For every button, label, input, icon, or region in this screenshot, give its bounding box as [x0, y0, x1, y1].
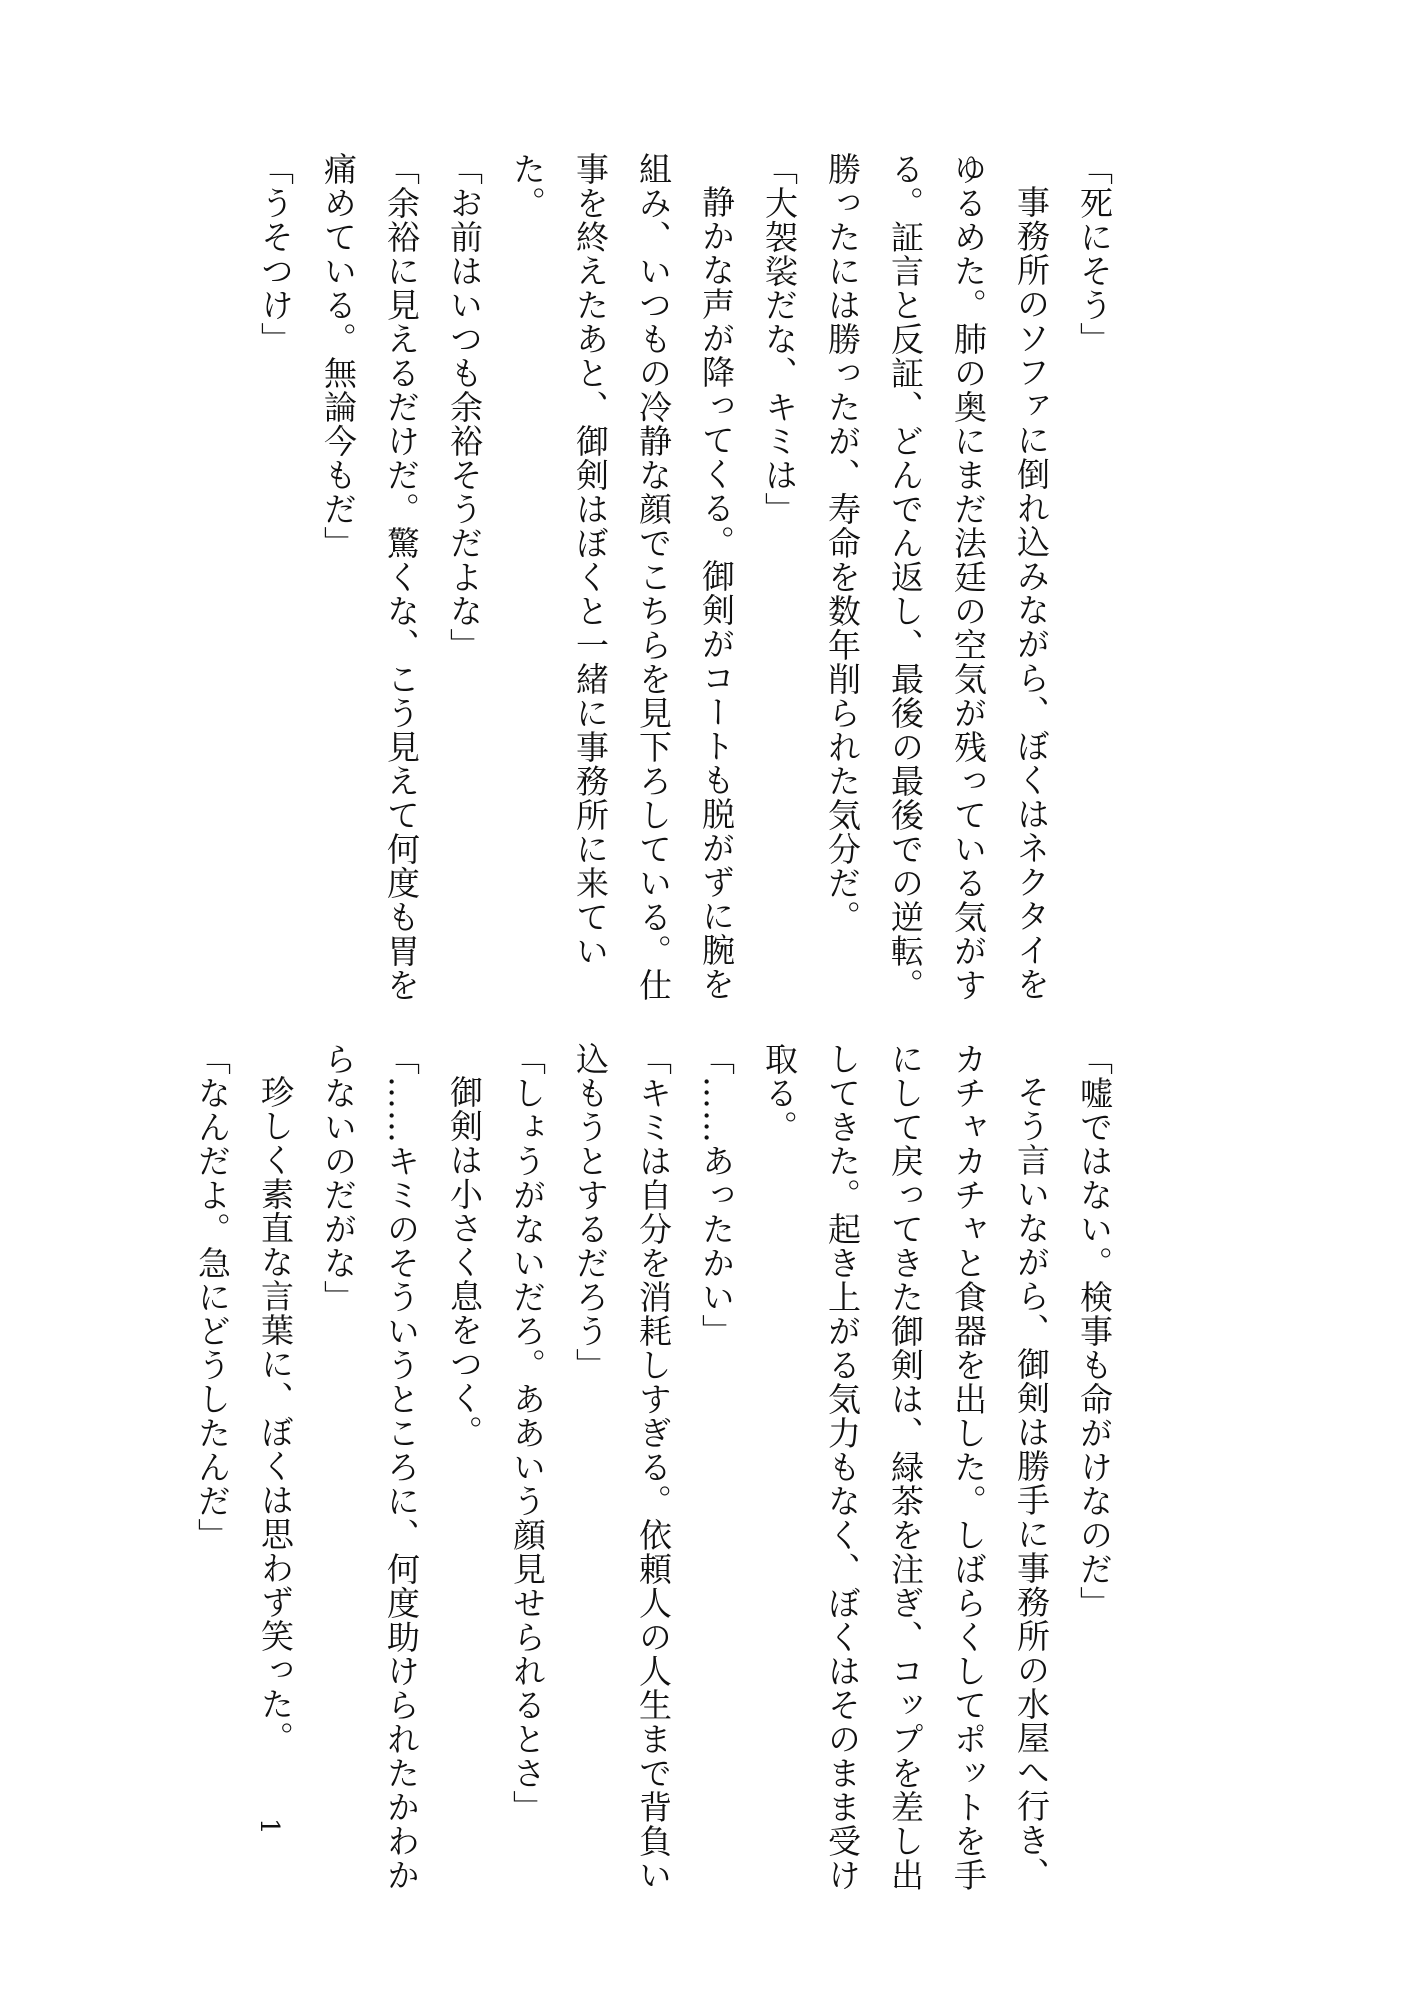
- paragraph: 事務所のソファに倒れ込みながら、ぼくはネクタイをゆるめた。肺の奥にまだ法廷の空気が残っている気がする。証言と反証、どんでん返し、最後の最後での逆転。勝ったには勝ったが、寿命を数年削られた気分だ。: [823, 152, 1051, 1002]
- text-block-top: [186, 152, 1126, 1002]
- paragraph: そう言いながら、御剣は勝手に事務所の水屋へ行き、カチャカチャと食器を出した。しばらくしてポットを手にして戻ってきた御剣は、緑茶を注ぎ、コップを差し出してきた。起き上がる気力もなく、ぼくはそのまま受け取る。: [760, 1042, 1051, 1892]
- page-number: 1: [254, 1818, 284, 1835]
- paragraph: 「死にそう」: [1075, 152, 1114, 356]
- paragraph: 珍しく素直な言葉に、ぼくは思わず笑った。: [256, 1075, 295, 1755]
- paragraph: 「しょうがないだろ。ああいう顔見せられるとさ」: [508, 1042, 547, 1824]
- paragraph: 「お前はいつも余裕そうだよな」: [445, 152, 484, 662]
- text-block-bottom: [186, 1042, 1126, 1892]
- paragraph: 「キミは自分を消耗しすぎる。依頼人の人生まで背負い込もうとするだろう」: [571, 1042, 673, 1892]
- paragraph: 「……キミのそういうところに、何度助けられたかわからないのだがな」: [319, 1042, 421, 1892]
- paragraph: 「うそつけ」: [256, 152, 295, 356]
- paragraph: 「……あったかい」: [697, 1042, 736, 1348]
- paragraph: 「大袈裟だな、キミは」: [760, 152, 799, 526]
- paragraph: 「なんだよ。急にどうしたんだ」: [193, 1042, 232, 1552]
- paragraph: 「余裕に見えるだけだ。驚くな、こう見えて何度も胃を痛めている。無論今もだ」: [319, 152, 421, 1002]
- paragraph: 「嘘ではない。検事も命がけなのだ」: [1075, 1042, 1114, 1620]
- paragraph: 静かな声が降ってくる。御剣がコートも脱がずに腕を組み、いつもの冷静な顔でこちらを見下ろしている。仕事を終えたあと、御剣はぼくと一緒に事務所に来ていた。: [508, 152, 736, 1002]
- paragraph: 御剣は小さく息をつく。: [445, 1075, 484, 1449]
